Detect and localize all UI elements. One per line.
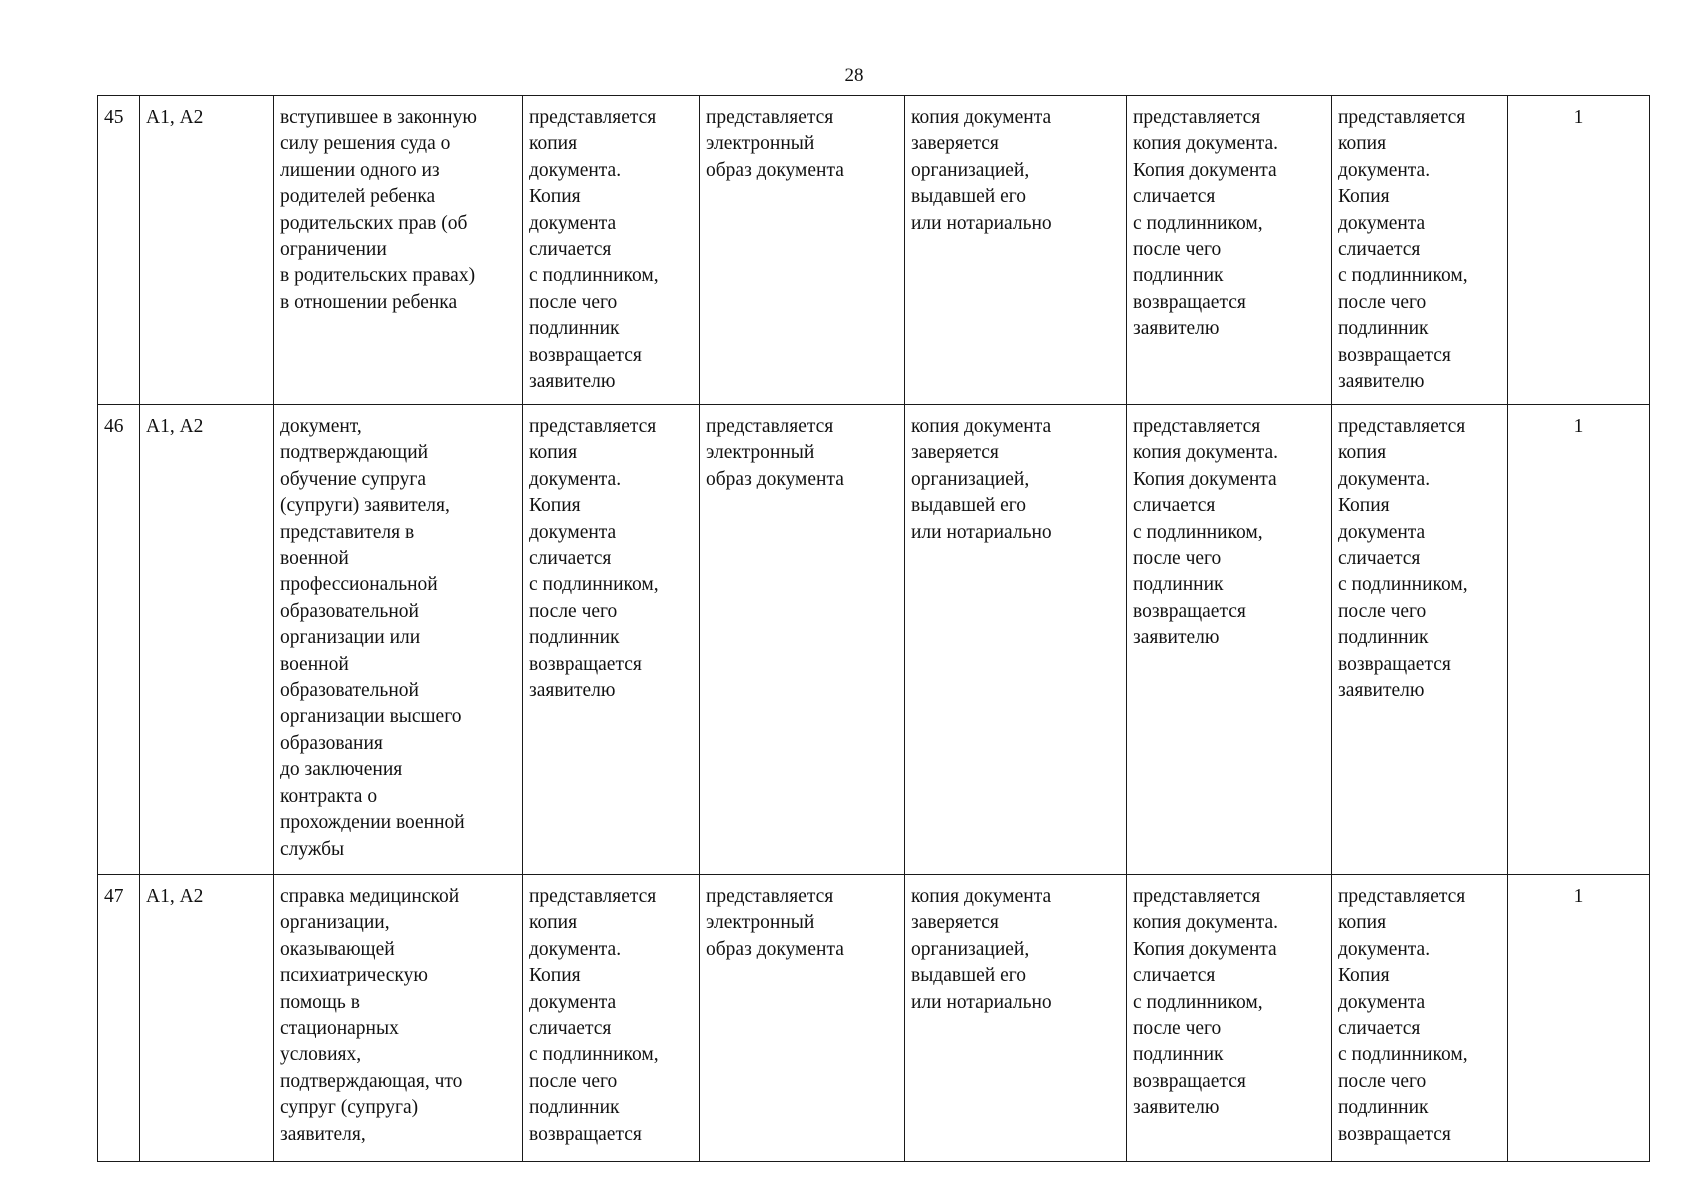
copy-return-rule: представляется копия документа. Копия документа сличается с подлинником, после чего подлинник возвращается заявителю	[1332, 405, 1508, 875]
page-number: 28	[844, 65, 864, 86]
certification-rule: копия документа заверяется организацией, выдавшей его или нотариально	[905, 875, 1127, 1162]
row-codes: А1, А2	[140, 96, 274, 405]
electronic-submission-rule: представляется электронный образ документа	[700, 875, 905, 1162]
electronic-submission-rule: представляется электронный образ документа	[700, 405, 905, 875]
document-table	[97, 95, 1650, 1162]
row-number: 45	[98, 96, 140, 405]
document-count: 1	[1508, 96, 1650, 405]
document-description: документ, подтверждающий обучение супруга (супруги) заявителя, представителя в военной профессиональной образовательной организации или военной образовательной организации высшего образования до заключения контракта о прохождении военной службы	[274, 405, 523, 875]
copy-verification-rule: представляется копия документа. Копия документа сличается с подлинником, после чего подлинник возвращается заявителю	[1127, 875, 1332, 1162]
document-description: вступившее в законную силу решения суда о лишении одного из родителей ребенка родительских прав (об ограничении в родительских правах) в отношении ребенка	[274, 96, 523, 405]
copy-verification-rule: представляется копия документа. Копия документа сличается с подлинником, после чего подлинник возвращается заявителю	[1127, 96, 1332, 405]
row-codes: А1, А2	[140, 875, 274, 1162]
table-row	[98, 96, 1650, 405]
row-number: 46	[98, 405, 140, 875]
certification-rule: копия документа заверяется организацией, выдавшей его или нотариально	[905, 96, 1127, 405]
submission-copy-rule: представляется копия документа. Копия документа сличается с подлинником, после чего подлинник возвращается заявителю	[523, 96, 700, 405]
submission-copy-rule: представляется копия документа. Копия документа сличается с подлинником, после чего подлинник возвращается	[523, 875, 700, 1162]
electronic-submission-rule: представляется электронный образ документа	[700, 96, 905, 405]
table-row	[98, 405, 1650, 875]
document-description: справка медицинской организации, оказывающей психиатрическую помощь в стационарных условиях, подтверждающая, что супруг (супруга) заявителя,	[274, 875, 523, 1162]
submission-copy-rule: представляется копия документа. Копия документа сличается с подлинником, после чего подлинник возвращается заявителю	[523, 405, 700, 875]
document-count: 1	[1508, 405, 1650, 875]
copy-return-rule: представляется копия документа. Копия документа сличается с подлинником, после чего подлинник возвращается заявителю	[1332, 96, 1508, 405]
table-row	[98, 875, 1650, 1162]
copy-verification-rule: представляется копия документа. Копия документа сличается с подлинником, после чего подлинник возвращается заявителю	[1127, 405, 1332, 875]
document-count: 1	[1508, 875, 1650, 1162]
row-number: 47	[98, 875, 140, 1162]
certification-rule: копия документа заверяется организацией, выдавшей его или нотариально	[905, 405, 1127, 875]
row-codes: А1, А2	[140, 405, 274, 875]
copy-return-rule: представляется копия документа. Копия документа сличается с подлинником, после чего подлинник возвращается	[1332, 875, 1508, 1162]
